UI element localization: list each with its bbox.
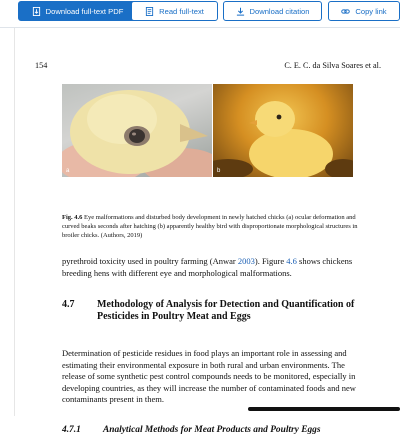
running-head: C. E. C. da Silva Soares et al. [284, 61, 381, 70]
download-pdf-button[interactable] [18, 1, 137, 21]
section-number: 4.7 [62, 299, 75, 310]
para1-text-2: ). Figure [254, 256, 287, 266]
paragraph-pyrethroid [62, 256, 360, 279]
subsection-number: 4.7.1 [62, 425, 81, 435]
chick-malformation-photo [62, 84, 212, 177]
download-citation-button[interactable] [223, 1, 322, 21]
document-download-icon [32, 7, 41, 16]
download-citation-label: Download citation [249, 6, 310, 16]
document-page [14, 28, 400, 435]
para1-text-3: shows chickens breeding hens with different eye and morphological malformations. [62, 256, 353, 278]
broiler-chick-illustration [213, 84, 353, 177]
action-toolbar [0, 0, 400, 28]
read-full-text-label: Read full-text [159, 6, 204, 16]
download-pdf-label: Download full-text PDF [45, 6, 124, 16]
document-icon [145, 7, 154, 16]
page-number: 154 [35, 61, 48, 70]
chick-eye-illustration [62, 84, 212, 177]
panel-label-a: a [66, 168, 70, 174]
figure-caption [62, 213, 360, 240]
read-full-text-button[interactable] [131, 1, 218, 21]
download-icon [236, 7, 245, 16]
copy-link-button[interactable] [328, 1, 400, 21]
link-icon [341, 7, 350, 16]
panel-label-b: b [217, 168, 221, 174]
broiler-chick-photo [213, 84, 353, 177]
figure-caption-text: Eye malformations and disturbed body development in newly hatched chicks (a) ocular deformation and curved beaks seconds after hatching (b) apparently healthy bird with disproportionate morphological structures in broiler chicks. (Authors, 2019) [62, 214, 358, 239]
figure-link-4-6[interactable]: 4.6 [286, 256, 297, 266]
copy-link-label: Copy link [355, 6, 387, 16]
horizontal-scrollbar[interactable] [248, 407, 400, 411]
section-heading: Methodology of Analysis for Detection and Quantification of Pesticides in Poultry Meat and Eggs [97, 299, 355, 322]
subsection-heading: Analytical Methods for Meat Products and Poultry Eggs [103, 425, 321, 435]
paragraph-residues: Determination of pesticide residues in food plays an important role in assessing and estimating their environmental exposure in both rural and urban environments. The release of some synthetic pest control compounds needs to be monitored, especially in developing countries, as they will increase the number of contaminated foods and new contaminants present in them. [62, 348, 356, 404]
reference-link-anwar[interactable]: 2003 [237, 256, 255, 266]
figure-label: Fig. 4.6 [62, 214, 83, 221]
para1-text-1: pyrethroid toxicity used in poultry farming (Anwar [62, 256, 238, 266]
